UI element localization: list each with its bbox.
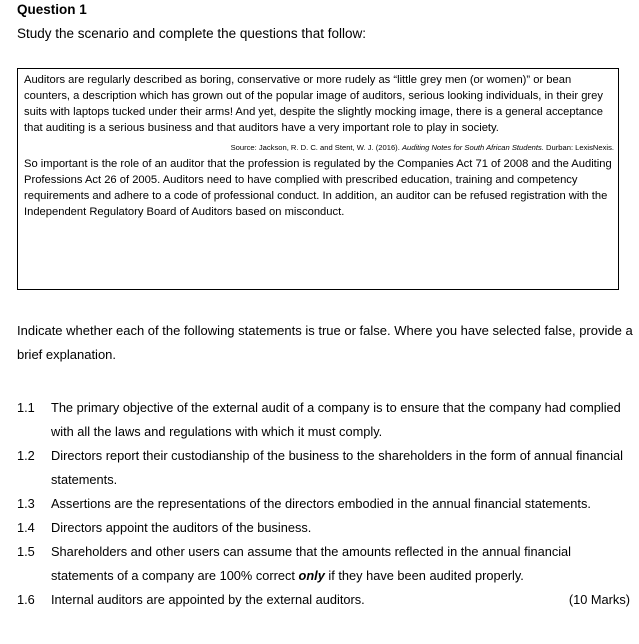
question-item bbox=[17, 588, 635, 612]
question-list bbox=[17, 396, 635, 612]
question-text-before: Shareholders and other users can assume that the amounts reflected in the annual financial statements of a company are 100% correct bbox=[51, 544, 572, 583]
source-prefix: Source: Jackson, R. D. C. and Stent, W. J. (2016). bbox=[230, 143, 400, 152]
question-number: 1.2 bbox=[17, 448, 35, 463]
instruction-text: Indicate whether each of the following statements is true or false. Where you have selected false, provide a brief explanation. bbox=[17, 323, 633, 362]
question-text-emphasis: only bbox=[298, 568, 325, 583]
question-text-after: if they have been audited properly. bbox=[328, 568, 524, 583]
question-text: Directors appoint the auditors of the business. bbox=[51, 520, 312, 535]
scenario-paragraph-1: Auditors are regularly described as boring, conservative or more rudely as “little grey men (or women)” or bean counters, a description which has grown out of the popular image of auditors, serious looking individuals, in their grey suits with laptops tucked under their arms! And yet, despite the slightly mocking image, there is a general acceptance that auditing is a serious business and that auditors have a very important role to play in society. bbox=[24, 74, 603, 134]
intro-text: Study the scenario and complete the questions that follow: bbox=[17, 26, 366, 41]
question-number: 1.4 bbox=[17, 520, 35, 535]
question-text: Assertions are the representations of the directors embodied in the annual financial statements. bbox=[51, 496, 591, 511]
question-heading: Question 1 bbox=[17, 2, 87, 17]
marks-label: (10 Marks) bbox=[568, 592, 630, 607]
question-number: 1.6 bbox=[17, 592, 35, 607]
source-title: Auditing Notes for South African Students. bbox=[401, 143, 544, 152]
question-text: Directors report their custodianship of the business to the shareholders in the form of annual financial statements. bbox=[51, 448, 623, 487]
question-item bbox=[17, 396, 635, 444]
question-number: 1.3 bbox=[17, 496, 35, 511]
question-number: 1.1 bbox=[17, 400, 35, 415]
question-item bbox=[17, 492, 635, 516]
question-number: 1.5 bbox=[17, 544, 35, 559]
scenario-paragraph-2: So important is the role of an auditor that the profession is regulated by the Companies Act 71 of 2008 and the Auditing Professions Act 26 of 2005. Auditors need to have complied with prescribed education, training and competency requirements and adhere to a code of professional conduct. In addition, an auditor can be refused registration with the Independent Regulatory Board of Auditors based on misconduct. bbox=[24, 158, 612, 218]
question-text: The primary objective of the external audit of a company is to ensure that the company had complied with all the laws and regulations with which it must comply. bbox=[51, 400, 621, 439]
scenario-source bbox=[24, 142, 614, 153]
question-item bbox=[17, 444, 635, 492]
question-item bbox=[17, 540, 635, 588]
question-item bbox=[17, 516, 635, 540]
scenario-box bbox=[17, 68, 619, 290]
source-suffix: Durban: LexisNexis. bbox=[546, 143, 614, 152]
question-text: Internal auditors are appointed by the external auditors. bbox=[51, 592, 365, 607]
